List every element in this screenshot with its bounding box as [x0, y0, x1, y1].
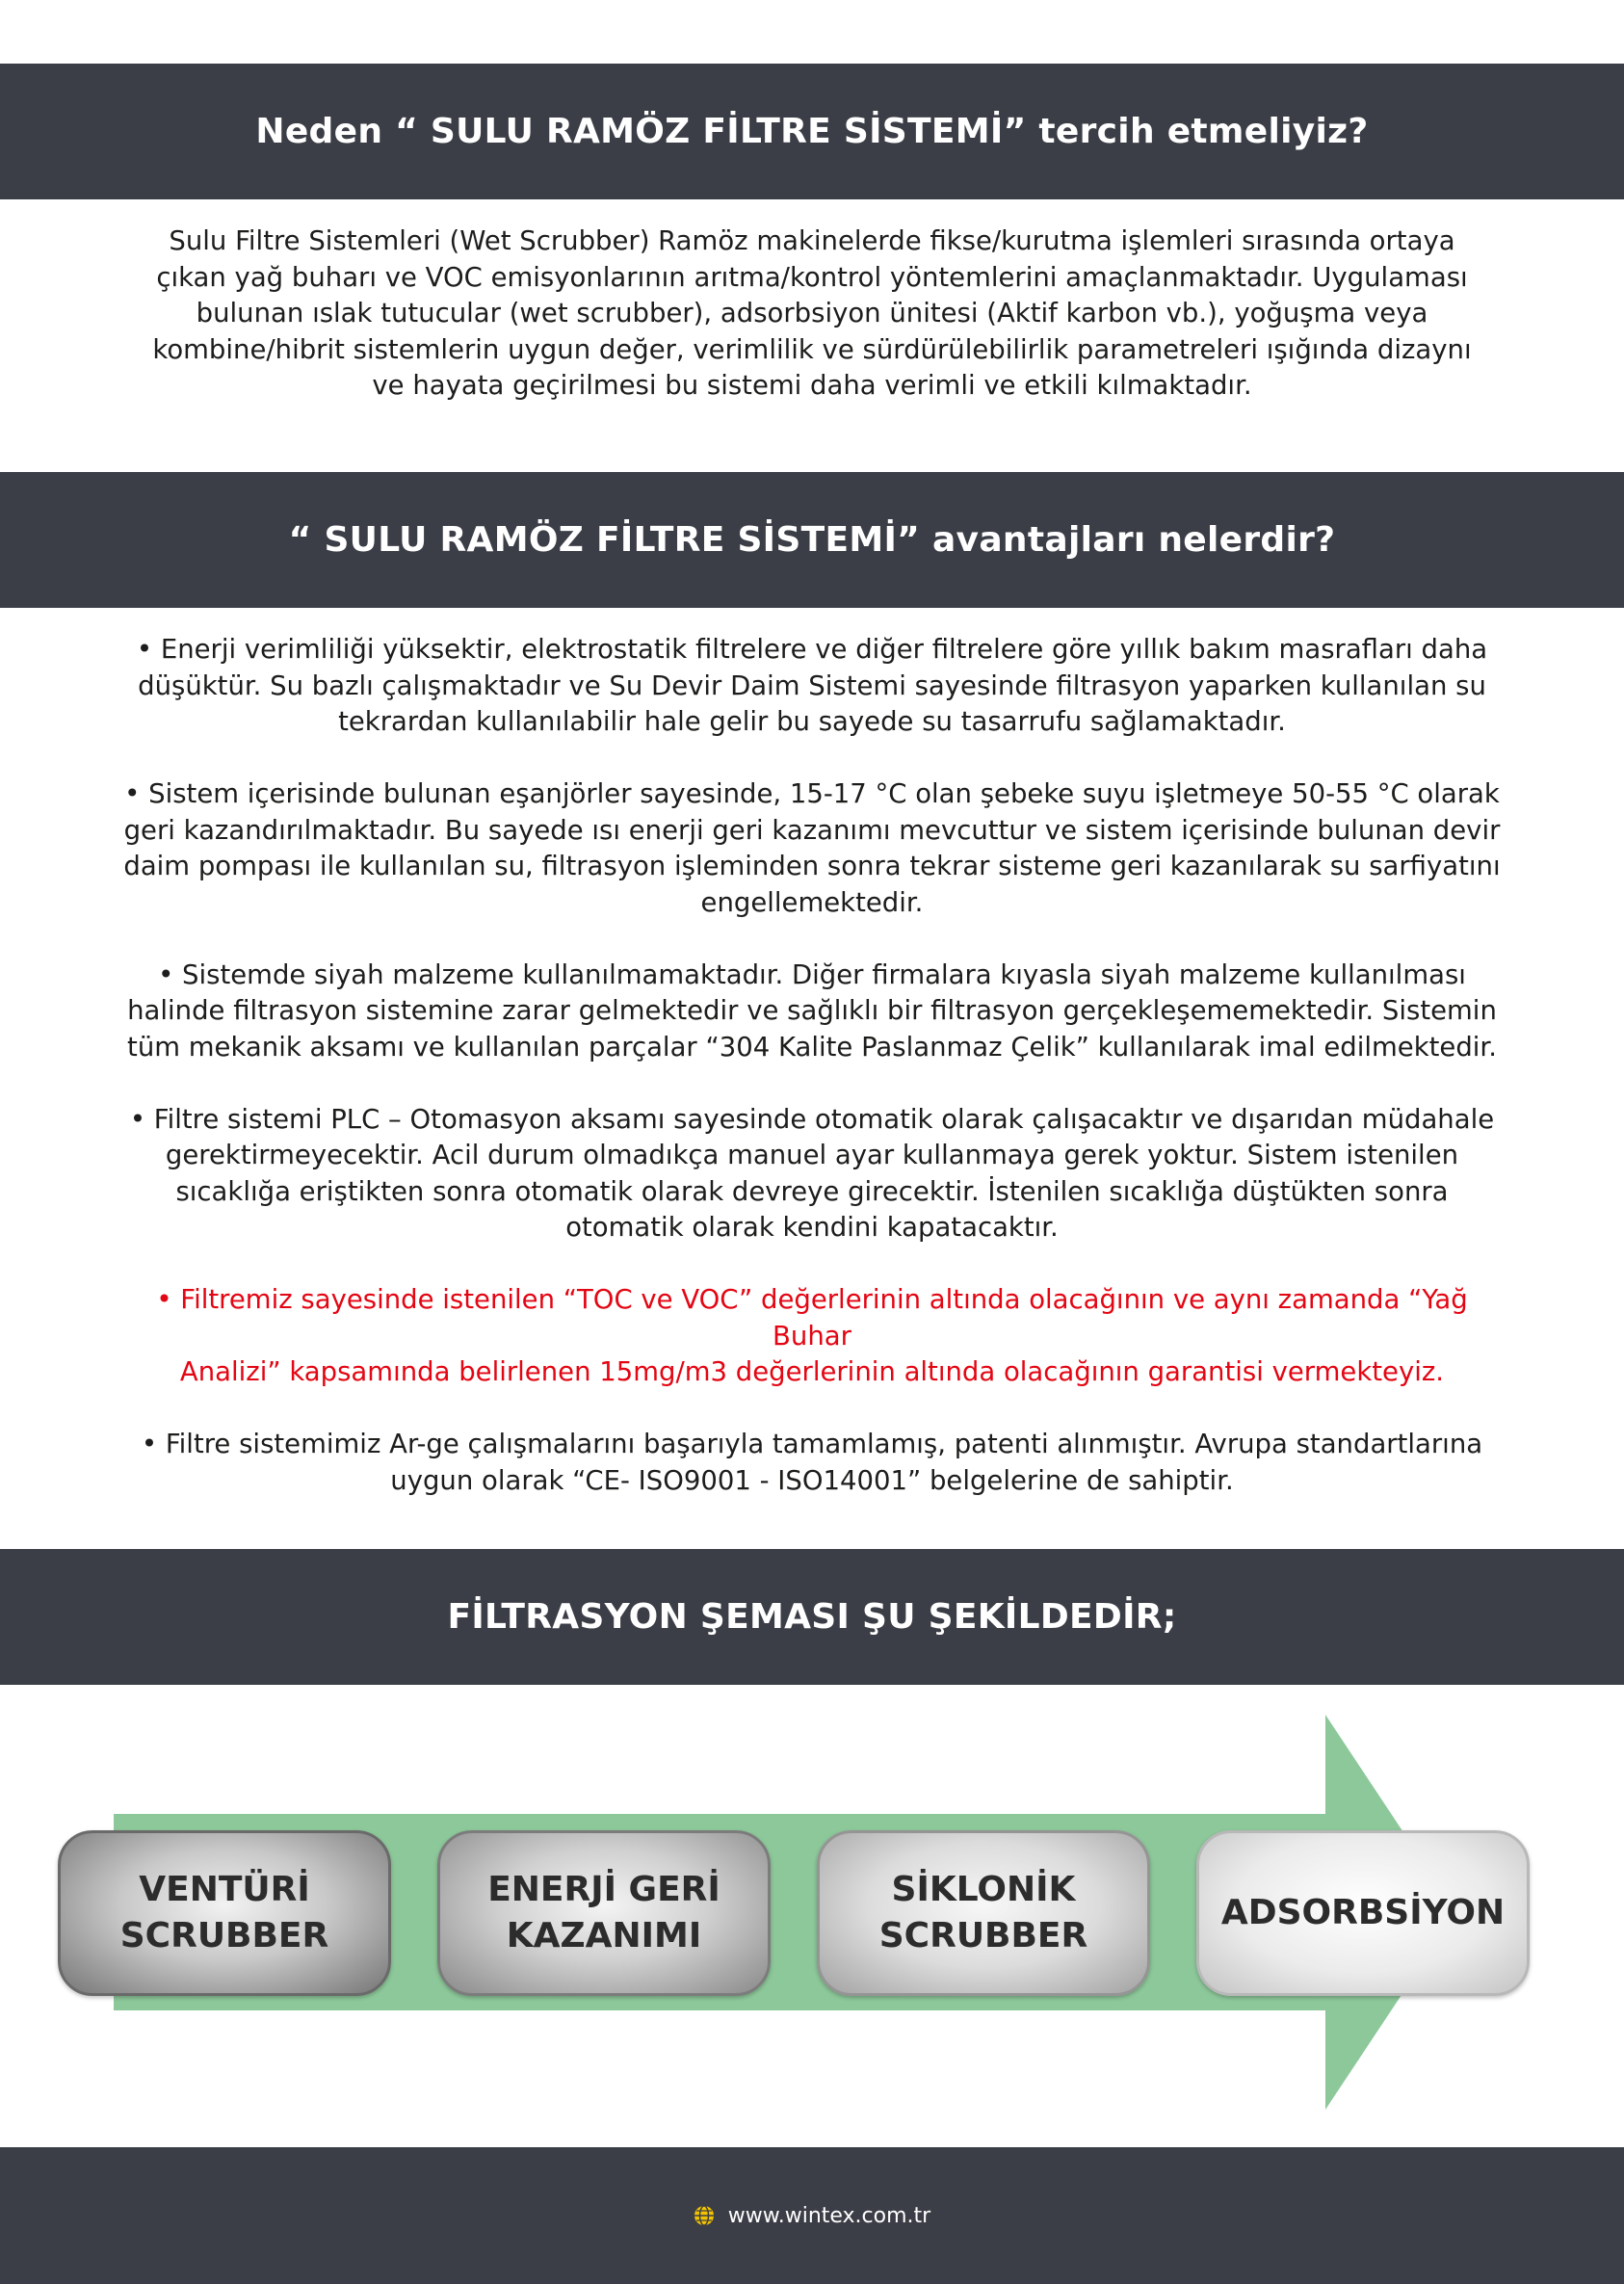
advantage-line: • Filtre sistemi PLC – Otomasyon aksamı sayesinde otomatik olarak çalışacaktır ve dışarıdan müdahale — [129, 1103, 1495, 1135]
section-title-advantages — [0, 472, 1624, 608]
filtration-diagram — [0, 1715, 1624, 2119]
advantage-line: geri kazandırılmaktadır. Bu sayede ısı enerji geri kazanımı mevcuttur ve sistem içerisinde bulunan devir — [123, 814, 1501, 846]
intro-paragraph — [116, 223, 1508, 405]
section-title-scheme-text: FİLTRASYON ŞEMASI ŞU ŞEKİLDEDİR; — [447, 1597, 1177, 1637]
website-link[interactable]: www.wintex.com.tr — [727, 2203, 931, 2228]
advantage-line: gerektirmeyecektir. Acil durum olmadıkça manuel ayar kullanmaya gerek yoktur. Sistem istenilen — [165, 1140, 1459, 1170]
intro-line: kombine/hibrit sistemlerin uygun değer, verimlilik ve sürdürülebilirlik parametreleri ışığında dizaynı — [152, 333, 1472, 365]
advantage-item — [116, 1427, 1508, 1499]
step-cyclonic-scrubber — [817, 1830, 1150, 1996]
advantage-line: daim pompası ile kullanılan su, filtrasyon işleminden sonra tekrar sisteme geri kazanılarak su sarfiyatını — [123, 851, 1501, 881]
advantage-line: • Sistemde siyah malzeme kullanılmamaktadır. Diğer firmalara kıyasla siyah malzeme kullanılması — [158, 958, 1466, 990]
intro-line: bulunan ıslak tutucular (wet scrubber), adsorbsiyon ünitesi (Aktif karbon vb.), yoğuşma veya — [196, 298, 1428, 328]
section-title-why — [0, 64, 1624, 199]
step-adsorption — [1196, 1830, 1530, 1996]
step-label: ENERJİ GERİ KAZANIMI — [487, 1870, 720, 1956]
globe-icon — [694, 2205, 715, 2226]
advantage-line: Analizi” kapsamında belirlenen 15mg/m3 değerlerinin altında olacağının garantisi vermekteyiz. — [179, 1356, 1445, 1387]
step-label: ADSORBSİYON — [1220, 1893, 1506, 1932]
section-title-scheme — [0, 1549, 1624, 1685]
advantage-line: otomatik olarak kendini kapatacaktır. — [565, 1212, 1059, 1243]
advantages-list — [116, 632, 1508, 1536]
step-label: VENTÜRİ SCRUBBER — [119, 1870, 329, 1956]
intro-line: çıkan yağ buharı ve VOC emisyonlarının arıtma/kontrol yöntemlerini amaçlanmaktadır. Uygulaması — [156, 261, 1468, 293]
step-venturi-scrubber — [58, 1830, 391, 1996]
advantage-line: sıcaklığa eriştikten sonra otomatik olarak devreye girecektir. İstenilen sıcaklığa düştükten sonra — [175, 1175, 1449, 1207]
intro-line: Sulu Filtre Sistemleri (Wet Scrubber) Ramöz makinelerde fikse/kurutma işlemleri sırasında ortaya — [169, 225, 1455, 256]
section-title-advantages-text: “ SULU RAMÖZ FİLTRE SİSTEMİ” avantajları nelerdir? — [288, 520, 1336, 560]
advantage-line: halinde filtrasyon sistemine zarar gelmektedir ve sağlıklı bir filtrasyon gerçekleşememektedir. Sistemin — [127, 995, 1497, 1026]
step-energy-recovery — [437, 1830, 771, 1996]
advantage-line: düşüktür. Su bazlı çalışmaktadır ve Su Devir Daim Sistemi sayesinde filtrasyon yaparken kullanılan su — [138, 669, 1486, 701]
step-label: SİKLONİK SCRUBBER — [878, 1870, 1088, 1956]
advantage-line: uygun olarak “CE- ISO9001 - ISO14001” belgelerine de sahiptir. — [390, 1464, 1234, 1496]
advantage-line: engellemektedir. — [700, 886, 924, 918]
advantage-item-highlight — [116, 1282, 1508, 1391]
advantage-item — [116, 776, 1508, 921]
advantage-line: tekrardan kullanılabilir hale gelir bu sayede su tasarrufu sağlamaktadır. — [338, 706, 1286, 737]
advantage-line: • Enerji verimliliği yüksektir, elektrostatik filtrelere ve diğer filtrelere göre yıllık bakım masrafları daha — [136, 634, 1488, 665]
section-title-why-text: Neden “ SULU RAMÖZ FİLTRE SİSTEMİ” tercih etmeliyiz? — [255, 112, 1369, 151]
advantage-line: • Sistem içerisinde bulunan eşanjörler sayesinde, 15-17 °C olan şebeke suyu işletmeye 50-55 °C olarak — [124, 778, 1500, 809]
advantage-line: • Filtre sistemimiz Ar-ge çalışmalarını başarıyla tamamlamış, patenti alınmıştır. Avrupa standartlarına — [141, 1429, 1483, 1459]
footer — [0, 2147, 1624, 2284]
advantage-item — [116, 1102, 1508, 1247]
advantage-line: tüm mekanik aksamı ve kullanılan parçalar “304 Kalite Paslanmaz Çelik” kullanılarak imal edilmektedir. — [127, 1031, 1497, 1063]
advantage-item — [116, 632, 1508, 741]
advantage-item — [116, 958, 1508, 1066]
advantage-line: • Filtremiz sayesinde istenilen “TOC ve VOC” değerlerinin altında olacağının ve aynı zamanda “Yağ Buhar — [156, 1284, 1468, 1352]
intro-line: ve hayata geçirilmesi bu sistemi daha verimli ve etkili kılmaktadır. — [372, 370, 1252, 401]
